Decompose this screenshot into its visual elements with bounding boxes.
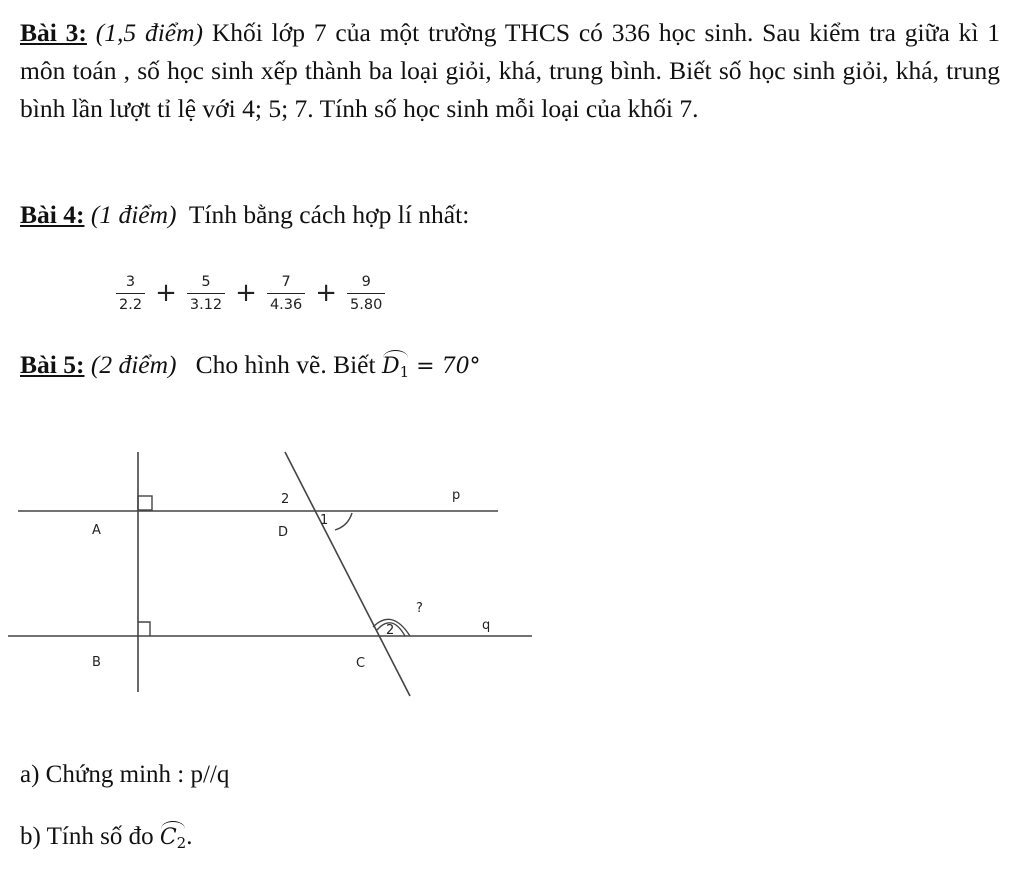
fraction-2-denominator: 3.12 <box>187 293 225 313</box>
angle-d1-value: = 70° <box>416 354 481 379</box>
right-angle-marker-b <box>138 622 150 636</box>
problem-3-label: Bài 3: <box>20 18 87 47</box>
angle-c2 <box>160 825 186 850</box>
angle-d1 <box>382 354 481 379</box>
fraction-2 <box>187 274 225 313</box>
label-angle-c2: 2 <box>386 623 395 638</box>
problem-5-text: Cho hình vẽ. Biết <box>195 350 376 379</box>
angle-c2-arc <box>160 819 186 862</box>
fraction-4-denominator: 5.80 <box>347 293 385 313</box>
problem-5-label: Bài 5: <box>20 350 85 379</box>
angle-arc-d1 <box>335 513 352 530</box>
fraction-4 <box>347 274 385 313</box>
fraction-1 <box>116 274 145 313</box>
label-point-d: D <box>278 525 289 540</box>
fraction-3-numerator: 7 <box>281 273 291 290</box>
fraction-sum-expression <box>112 262 389 324</box>
problem-3-text: Khối lớp 7 của một trường THCS có 336 học sinh. Sau kiểm tra giữa kì 1 môn toán , số học sinh xếp thành ba loại giỏi, khá, trung bình. Biết số học sinh giỏi, khá, trung bình lần lượt tỉ lệ với 4; 5; 7. Tính số học sinh mỗi loại của khối 7. <box>20 18 1000 123</box>
label-angle-d2: 2 <box>281 492 290 507</box>
problem-4-points: (1 điểm) <box>90 200 177 229</box>
geometry-figure <box>0 440 560 710</box>
problem-3 <box>20 14 1000 128</box>
plus-sign-3: + <box>315 278 338 308</box>
label-unknown-angle: ? <box>416 601 423 616</box>
plus-sign-1: + <box>155 278 177 308</box>
fraction-2-numerator: 5 <box>201 273 211 290</box>
label-line-p: p <box>452 488 461 503</box>
angle-d1-letter: D <box>381 354 400 379</box>
angle-d1-subscript: 1 <box>399 363 410 381</box>
label-point-b: B <box>92 655 101 670</box>
problem-5-points: (2 điểm) <box>90 350 177 379</box>
fraction-1-numerator: 3 <box>125 273 136 290</box>
question-a: a) Chứng minh : p//q <box>20 761 230 788</box>
problem-4-text: Tính bằng cách hợp lí nhất: <box>188 200 470 229</box>
label-point-a: A <box>92 523 101 538</box>
problem-4 <box>20 196 1000 234</box>
problem-3-points: (1,5 điểm) <box>95 18 204 47</box>
label-angle-d1: 1 <box>320 513 329 528</box>
fraction-3-denominator: 4.36 <box>267 293 305 313</box>
angle-c2-subscript: 2 <box>176 834 187 852</box>
question-b-period: . <box>186 823 193 850</box>
problem-4-label: Bài 4: <box>20 200 85 229</box>
fraction-3 <box>267 274 305 313</box>
question-b-text: b) Tính số đo <box>20 823 154 850</box>
angle-c2-letter: C <box>159 825 177 850</box>
plus-sign-2: + <box>235 278 257 308</box>
right-angle-marker-a <box>138 496 152 510</box>
fraction-4-numerator: 9 <box>361 273 371 290</box>
label-point-c: C <box>356 656 366 671</box>
angle-d1-arc <box>382 348 409 391</box>
question-b <box>20 818 1000 862</box>
label-line-q: q <box>482 618 491 633</box>
fraction-1-denominator: 2.2 <box>116 293 145 313</box>
problem-5 <box>20 346 1000 391</box>
transversal-line-dc <box>285 452 410 696</box>
